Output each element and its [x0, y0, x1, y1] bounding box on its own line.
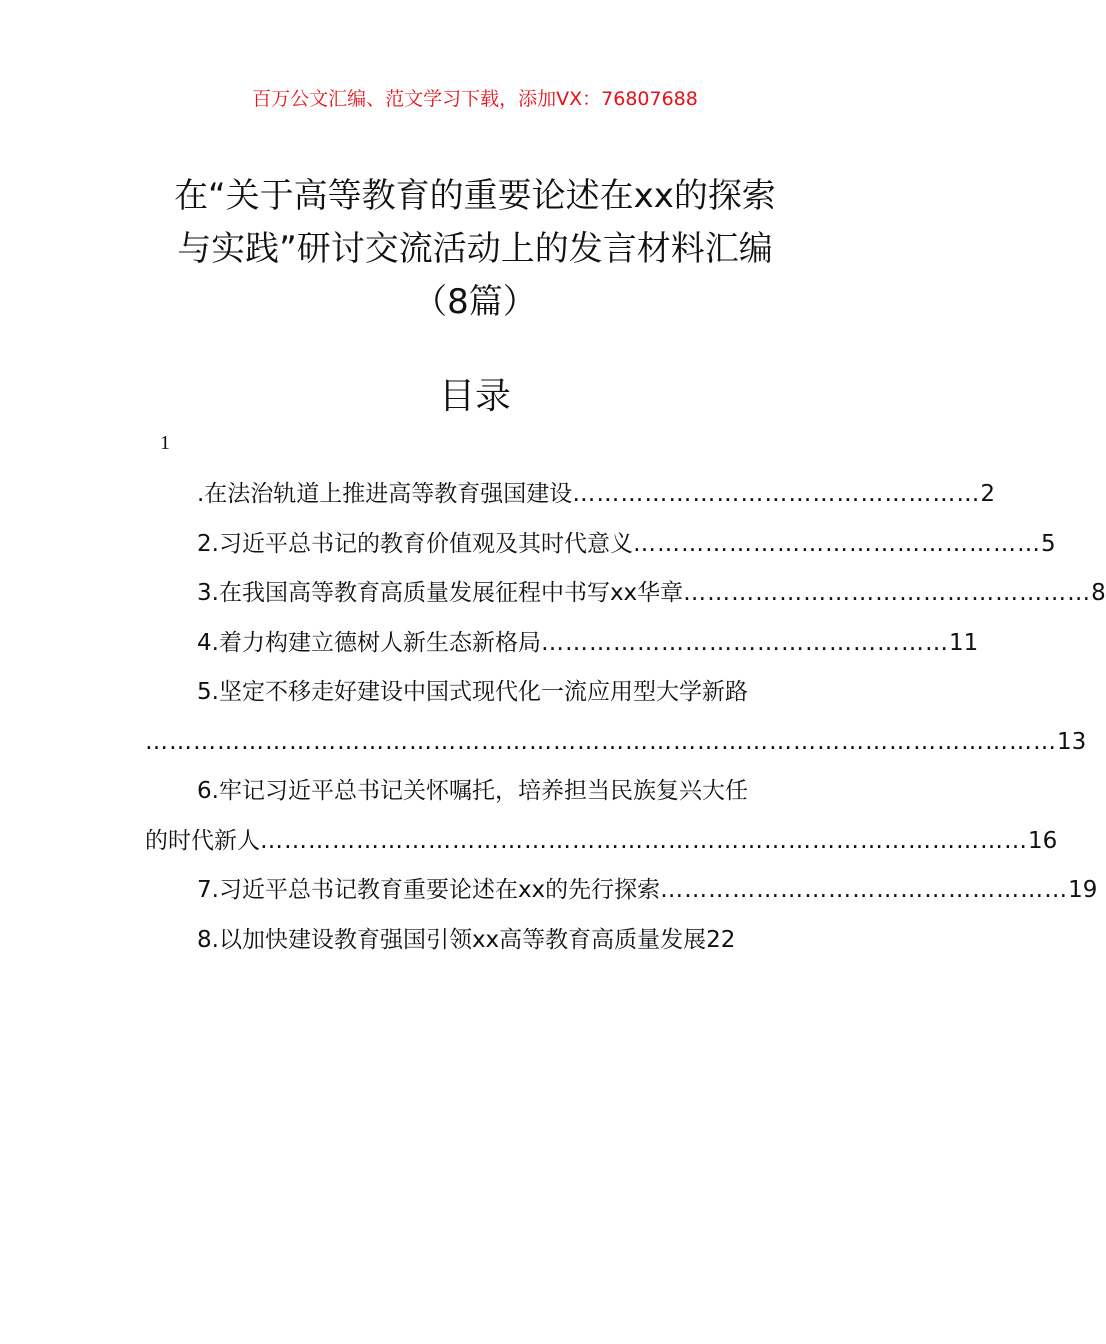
toc-leader-dots: …………………………………………… — [572, 481, 981, 507]
toc-entry-text: 7.习近平总书记教育重要论述在xx的先行探索 — [197, 877, 661, 903]
toc-entry-text: 6.牢记习近平总书记关怀嘱托，培养担当民族复兴大任 — [197, 778, 748, 804]
title-line-1: 在“关于高等教育的重要论述在xx的探索 — [174, 176, 776, 216]
toc-heading: 目录 — [438, 376, 511, 417]
toc-entry-page: 19 — [1068, 877, 1098, 903]
toc-entry-6[interactable] — [145, 767, 807, 817]
toc-entry-text-continued: 的时代新人 — [145, 827, 260, 854]
header-banner: 百万公文汇编、范文学习下载，添加VX：76807688 — [252, 88, 698, 110]
toc-leader-dots: …………………………………………………………………………………… — [260, 827, 1028, 854]
toc-entry-1[interactable] — [145, 470, 995, 520]
toc-entry-3[interactable] — [145, 569, 1106, 619]
toc-entry-page: 22 — [706, 926, 736, 953]
document-title — [120, 170, 830, 329]
table-of-contents — [145, 470, 1106, 965]
toc-entry-page: 8 — [1091, 580, 1106, 606]
toc-leader-dots: …………………………………………………………………………………………………… — [145, 728, 1057, 755]
toc-entry-8[interactable] — [145, 916, 807, 966]
toc-entry-text: 4.着力构建立德树人新生态新格局 — [197, 629, 541, 656]
toc-leader-dots: …………………………………………… — [683, 580, 1092, 606]
title-line-3: （8篇） — [413, 282, 537, 322]
toc-entry-text: 2.习近平总书记的教育价值观及其时代意义 — [197, 530, 633, 557]
toc-leader-dots: …………………………………………… — [632, 530, 1041, 557]
toc-leader-dots: …………………………………………… — [660, 877, 1069, 903]
toc-entry-page: 13 — [1057, 728, 1087, 755]
toc-entry-5-continued[interactable] — [145, 718, 1087, 768]
toc-entry-4[interactable] — [145, 619, 979, 669]
toc-entry-page: 5 — [1040, 530, 1056, 557]
toc-entry-2[interactable] — [145, 520, 1056, 570]
toc-entry-6-continued[interactable] — [145, 817, 1058, 867]
toc-entry-text: 5.坚定不移走好建设中国式现代化一流应用型大学新路 — [197, 679, 748, 705]
toc-entry-7[interactable] — [145, 866, 1098, 916]
toc-entry-text: 3.在我国高等教育高质量发展征程中书写xx华章 — [197, 580, 684, 606]
stray-page-number: 1 — [160, 432, 170, 454]
toc-entry-page: 2 — [980, 481, 995, 507]
toc-leader-dots: …………………………………………… — [540, 629, 949, 656]
toc-entry-text: 8.以加快建设教育强国引领xx高等教育高质量发展 — [197, 926, 707, 953]
toc-entry-page: 16 — [1028, 827, 1058, 854]
title-line-2: 与实践”研讨交流活动上的发言材料汇编 — [177, 229, 773, 269]
toc-entry-5[interactable] — [145, 668, 807, 718]
toc-entry-text: .在法治轨道上推进高等教育强国建设 — [197, 481, 573, 507]
toc-entry-page: 11 — [948, 629, 979, 656]
